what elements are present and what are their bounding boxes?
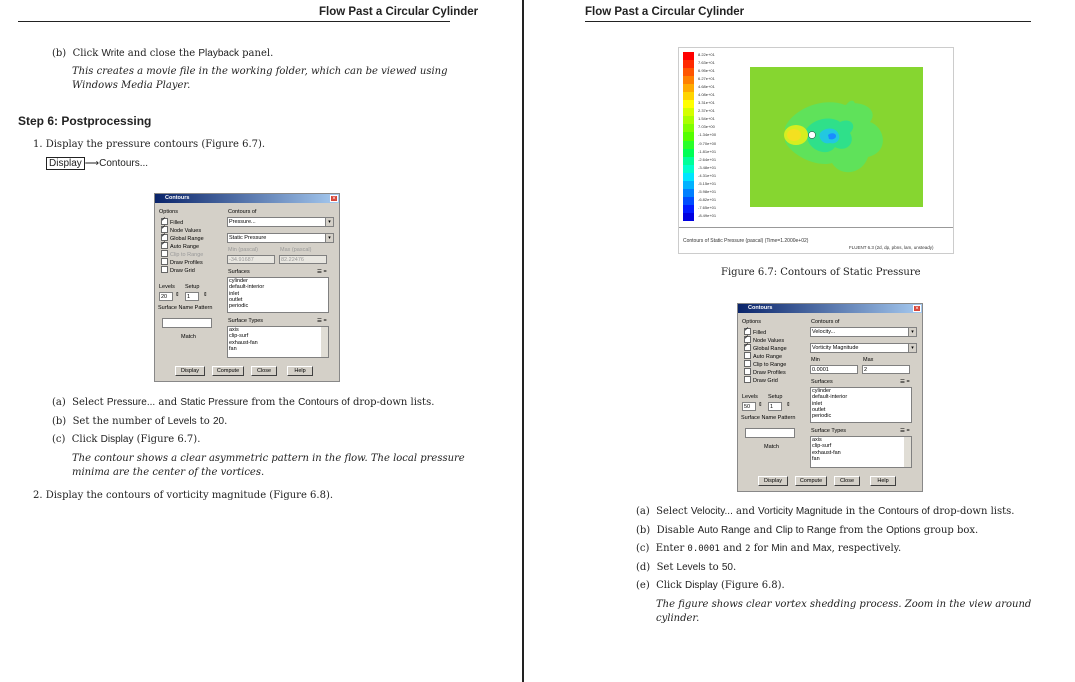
colorbar-swatch <box>683 92 694 100</box>
dialog2-option-auto-range[interactable]: Auto Range <box>744 352 782 360</box>
right-sub-a: (a) Select Velocity... and Vorticity Magnitude in the Contours of drop-down lists. <box>636 506 1015 517</box>
dialog2-options-label: Options <box>742 319 761 325</box>
colorbar-swatch <box>683 189 694 197</box>
dialog2-option-filled[interactable]: ✓Filled <box>744 328 766 336</box>
colorbar-label: 3.31e+01 <box>698 100 715 106</box>
dialog2-option-draw-profiles[interactable]: Draw Profiles <box>744 368 786 376</box>
checkbox-icon <box>161 258 168 265</box>
colorbar-swatch <box>683 68 694 76</box>
colorbar-swatch <box>683 165 694 173</box>
dialog2-setup-label: Setup <box>768 394 783 400</box>
colorbar-label: -8.49e+01 <box>698 212 717 218</box>
colorbar-swatch <box>683 100 694 108</box>
colorbar-label: 7.63e+01 <box>698 60 715 66</box>
list-item[interactable]: fan <box>229 345 237 352</box>
contours-dialog-1 <box>154 193 340 382</box>
dialog1-option-draw-grid[interactable]: Draw Grid <box>161 266 195 274</box>
page-divider <box>522 0 524 682</box>
dialog2-option-global-range[interactable]: ✓Global Range <box>744 344 787 352</box>
dialog1-surface-types-scrollbar[interactable] <box>321 327 328 357</box>
dialog2-help-button[interactable]: Help <box>870 476 896 486</box>
dialog2-titlebar: Contours <box>738 304 922 313</box>
left-header-rule <box>18 21 450 22</box>
figure-footer-title: Contours of Static Pressure (pascal) (Time=1.2000e+02) <box>683 238 809 244</box>
checkbox-icon <box>161 250 168 257</box>
colorbar-swatch <box>683 197 694 205</box>
checkbox-icon <box>744 360 751 367</box>
colorbar-label: -6.82e+01 <box>698 196 717 202</box>
figure-contour-plot <box>750 67 923 207</box>
left-sub-c-note-line1: The contour shows a clear asymmetric pattern in the flow. The local pressure <box>72 453 465 464</box>
list-item[interactable]: axis <box>812 437 822 443</box>
dialog1-surfaces-label: Surfaces <box>228 269 250 275</box>
chevron-down-icon: ▾ <box>908 344 916 352</box>
dialog2-surface-types-label: Surface Types <box>811 428 847 434</box>
colorbar-label: 4.08e+01 <box>698 92 715 98</box>
right-sub-e-note-line1: The figure shows clear vortex shedding process. Zoom in the view around <box>656 599 1032 610</box>
dialog2-pattern-input[interactable] <box>745 428 795 438</box>
checkbox-icon <box>744 344 751 351</box>
dialog2-surfaces-select-icon[interactable]: ☰ = <box>900 379 910 385</box>
colorbar-swatch <box>683 52 694 60</box>
colorbar-label: -3.48e+01 <box>698 164 717 170</box>
colorbar-swatch <box>683 108 694 116</box>
right-sub-c: (c) Enter 0.0001 and 2 for Min and Max, respectively. <box>636 543 902 554</box>
colorbar-label: -5.98e+01 <box>698 188 717 194</box>
dialog1-option-clip-to-range[interactable]: Clip to Range <box>161 250 203 258</box>
colorbar-swatch <box>683 116 694 124</box>
dialog1-pattern-input[interactable] <box>162 318 212 328</box>
list-item[interactable]: exhaust-fan <box>812 449 841 456</box>
dialog2-quantity-select[interactable]: Vorticity Magnitude ▾ <box>810 343 917 353</box>
dialog2-min-label: Min <box>811 357 820 363</box>
menu-path <box>46 158 148 169</box>
checkbox-icon <box>744 376 751 383</box>
colorbar-label: 6.27e+01 <box>698 76 715 82</box>
right-running-header: Flow Past a Circular Cylinder <box>585 6 745 18</box>
right-sub-e: (e) Click Display (Figure 6.8). <box>636 580 785 591</box>
colorbar-label: -7.65e+01 <box>698 204 717 210</box>
dialog1-options-label: Options <box>159 209 178 215</box>
colorbar-swatch <box>683 124 694 132</box>
colorbar-label: -4.31e+01 <box>698 172 717 178</box>
dialog1-option-draw-profiles[interactable]: Draw Profiles <box>161 258 203 266</box>
dialog2-surface-name-pattern-label: Surface Name Pattern <box>741 415 796 421</box>
dialog1-surface-types-select-icon[interactable]: ☰ = <box>317 318 327 324</box>
dialog1-surfaces-list[interactable] <box>227 277 329 313</box>
menu-contours: Contours... <box>99 158 149 169</box>
list-item[interactable]: periodic <box>812 413 832 420</box>
dialog2-levels-label: Levels <box>742 394 758 400</box>
dialog1-setup-field[interactable]: 1 <box>185 292 199 301</box>
dialog2-levels-field[interactable]: 50 <box>742 402 756 411</box>
dialog1-min-field[interactable]: -34.91687 <box>227 255 275 264</box>
list-item[interactable]: cylinder <box>229 278 248 284</box>
step5b-note-line1: This creates a movie file in the working folder, which can be viewed using <box>72 66 448 77</box>
contour-plot-svg <box>750 67 923 207</box>
dialog1-setup-label: Setup <box>185 284 200 290</box>
step5b-text: (b) Click Write and close the Playback panel. <box>52 48 274 59</box>
dialog1-titlebar: Contours <box>155 194 339 203</box>
dialog1-option-filled[interactable]: ✓Filled <box>161 218 183 226</box>
dialog2-max-field[interactable]: 2 <box>862 365 910 374</box>
dialog2-setup-spin-icon[interactable]: ⇕ <box>786 402 791 408</box>
dialog1-option-global-range[interactable]: ✓Global Range <box>161 234 204 242</box>
list-item[interactable]: outlet <box>229 296 243 303</box>
dialog2-display-button[interactable]: Display <box>758 476 788 486</box>
colorbar-swatch <box>683 132 694 140</box>
colorbar-swatch <box>683 60 694 68</box>
list-item[interactable]: exhaust-fan <box>229 339 258 346</box>
dialog1-quantity-select[interactable]: Static Pressure ▾ <box>227 233 334 243</box>
figure-footer-solver: FLUENT 6.3 (2d, dp, pbns, lam, unsteady) <box>849 245 934 250</box>
list-item[interactable]: axis <box>229 327 239 333</box>
dialog1-max-field[interactable]: 82.22476 <box>279 255 327 264</box>
contours-dialog-2 <box>737 303 923 492</box>
checkbox-icon <box>161 242 168 249</box>
right-sub-d: (d) Set Levels to 50. <box>636 562 737 573</box>
dialog1-levels-spin-icon[interactable]: ⇕ <box>175 292 180 298</box>
colorbar-label: -5.15e+01 <box>698 180 717 186</box>
dialog2-max-label: Max <box>863 357 874 363</box>
right-sub-b: (b) Disable Auto Range and Clip to Range from the Options group box. <box>636 525 979 536</box>
dialog2-surface-types-list[interactable] <box>810 436 912 468</box>
list-item[interactable]: default-interior <box>229 284 265 291</box>
figure-colorbar <box>683 52 694 221</box>
step5b-note-line2: Windows Media Player. <box>72 80 191 91</box>
list-item[interactable]: cylinder <box>812 388 831 394</box>
dialog1-contours-of-label: Contours of <box>228 209 257 215</box>
colorbar-label: -9.70e+00 <box>698 140 717 146</box>
list-item[interactable]: clip-surf <box>229 333 249 340</box>
dialog1-max-label: Max (pascal) <box>280 247 312 253</box>
chevron-down-icon: ▾ <box>325 218 333 226</box>
colorbar-swatch <box>683 213 694 221</box>
colorbar-swatch <box>683 149 694 157</box>
left-sub-c-note-line2: minima are the center of the vortices. <box>72 467 265 478</box>
colorbar-label: 1.54e+01 <box>698 116 715 122</box>
left-sub-a: (a) Select Pressure... and Static Pressure from the Contours of drop-down lists. <box>52 397 435 408</box>
dialog1-contours-of-select[interactable]: Pressure... ▾ <box>227 217 334 227</box>
colorbar-label: 7.03e+00 <box>698 124 715 130</box>
dialog1-levels-field[interactable]: 20 <box>159 292 173 301</box>
dialog1-setup-spin-icon[interactable]: ⇕ <box>203 292 208 298</box>
right-sub-e-note-line2: cylinder. <box>656 613 700 624</box>
left-sub-b: (b) Set the number of Levels to 20. <box>52 416 228 427</box>
dialog2-surface-types-scrollbar[interactable] <box>904 437 911 467</box>
menu-arrow: ⟶ <box>84 158 100 169</box>
colorbar-label: -1.81e+01 <box>698 148 717 154</box>
colorbar-label: 8.22e+01 <box>698 52 715 57</box>
dialog1-help-button[interactable]: Help <box>287 366 313 376</box>
dialog1-close-icon[interactable]: × <box>330 195 338 202</box>
dialog1-surface-types-list[interactable] <box>227 326 329 358</box>
colorbar-label: 6.95e+01 <box>698 68 715 74</box>
colorbar-swatch <box>683 181 694 189</box>
dialog1-option-node-values[interactable]: ✓Node Values <box>161 226 201 234</box>
list-item[interactable]: inlet <box>229 290 240 297</box>
dialog2-option-node-values[interactable]: ✓Node Values <box>744 336 784 344</box>
list-item[interactable]: periodic <box>229 303 249 310</box>
figure-footer <box>679 227 953 254</box>
dialog2-surface-types-select-icon[interactable]: ☰ = <box>900 428 910 434</box>
dialog1-close-button[interactable]: Close <box>251 366 277 376</box>
dialog2-surfaces-label: Surfaces <box>811 379 833 385</box>
colorbar-swatch <box>683 84 694 92</box>
dialog1-display-button[interactable]: Display <box>175 366 205 376</box>
colorbar-swatch <box>683 76 694 84</box>
dialog2-close-button[interactable]: Close <box>834 476 860 486</box>
checkbox-icon <box>744 368 751 375</box>
left-sub-c: (c) Click Display (Figure 6.7). <box>52 434 201 445</box>
colorbar-label: -1.34e+00 <box>698 132 717 138</box>
left-running-header: Flow Past a Circular Cylinder <box>319 6 479 18</box>
dialog1-surfaces-select-icon[interactable]: ☰ = <box>317 269 327 275</box>
list-item[interactable]: fan <box>812 455 820 462</box>
list-item[interactable]: default-interior <box>812 394 848 401</box>
colorbar-swatch <box>683 157 694 165</box>
dialog1-levels-label: Levels <box>159 284 175 290</box>
dialog1-match-button[interactable]: Match <box>181 334 196 340</box>
dialog2-option-draw-grid[interactable]: Draw Grid <box>744 376 778 384</box>
dialog1-min-label: Min (pascal) <box>228 247 258 253</box>
dialog2-levels-spin-icon[interactable]: ⇕ <box>758 402 763 408</box>
figure-6-7-caption: Figure 6.7: Contours of Static Pressure <box>721 267 921 278</box>
chevron-down-icon: ▾ <box>908 328 916 336</box>
colorbar-swatch <box>683 173 694 181</box>
dialog1-surface-types-label: Surface Types <box>228 318 264 324</box>
colorbar-label: -2.64e+01 <box>698 156 717 162</box>
chevron-down-icon: ▾ <box>325 234 333 242</box>
item2-text: 2. Display the contours of vorticity magnitude (Figure 6.8). <box>33 490 334 501</box>
dialog2-setup-field[interactable]: 1 <box>768 402 782 411</box>
dialog2-min-field[interactable]: 0.0001 <box>810 365 858 374</box>
dialog1-option-auto-range[interactable]: ✓Auto Range <box>161 242 199 250</box>
dialog1-surface-name-pattern-label: Surface Name Pattern <box>158 305 213 311</box>
dialog1-compute-button[interactable]: Compute <box>212 366 244 376</box>
dialog2-contours-of-label: Contours of <box>811 319 840 325</box>
menu-display-box: Display <box>46 157 85 170</box>
colorbar-label: 2.37e+01 <box>698 108 715 114</box>
dialog2-close-icon[interactable]: × <box>913 305 921 312</box>
dialog2-surfaces-list[interactable] <box>810 387 912 423</box>
checkbox-icon <box>744 352 751 359</box>
dialog2-contours-of-select[interactable]: Velocity... ▾ <box>810 327 917 337</box>
list-item[interactable]: inlet <box>812 400 823 407</box>
colorbar-label: 4.68e+01 <box>698 84 715 90</box>
colorbar-swatch <box>683 141 694 149</box>
list-item[interactable]: outlet <box>812 406 826 413</box>
dialog2-compute-button[interactable]: Compute <box>795 476 827 486</box>
item1-text: 1. Display the pressure contours (Figure 6.7). <box>33 139 266 150</box>
step6-heading: Step 6: Postprocessing <box>18 114 152 128</box>
list-item[interactable]: clip-surf <box>812 443 832 450</box>
dialog2-option-clip-to-range[interactable]: Clip to Range <box>744 360 786 368</box>
checkbox-icon <box>161 266 168 273</box>
dialog2-match-button[interactable]: Match <box>764 444 779 450</box>
colorbar-swatch <box>683 205 694 213</box>
right-header-rule <box>585 21 1031 22</box>
